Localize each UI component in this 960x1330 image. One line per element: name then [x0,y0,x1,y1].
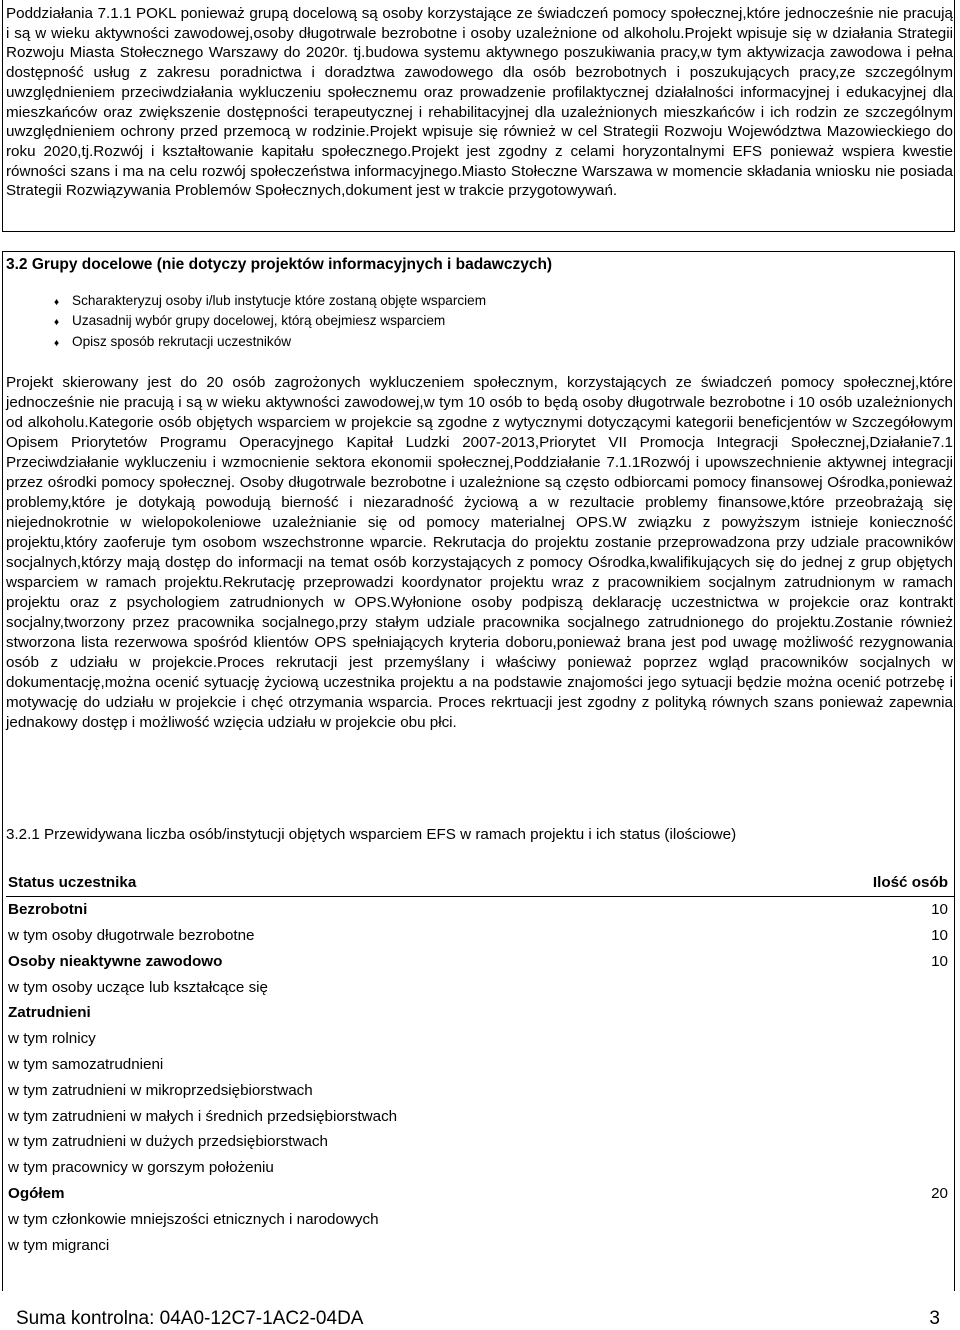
status-label: w tym samozatrudnieni [8,1055,164,1073]
table-row [6,896,954,922]
status-count [846,974,954,1000]
status-label: w tym zatrudnieni w mikroprzedsiębiorstwach [8,1081,313,1099]
page-number: 3 [929,1308,940,1329]
status-count: 10 [931,952,948,970]
table-row [6,1232,954,1258]
status-label: w tym osoby uczące lub kształcące się [8,978,268,996]
table-row [6,1103,954,1129]
status-count [846,1000,954,1026]
status-label: Ogółem [8,1184,65,1202]
table-row [6,948,954,974]
status-label: w tym rolnicy [8,1030,96,1048]
column-header-status: Status uczestnika [6,870,846,896]
status-label: Zatrudnieni [8,1004,91,1022]
section-title-participants: 3.2.1 Przewidywana liczba osób/instytucji objętych wsparciem EFS w ramach projektu i ich status (ilościowe) [6,826,737,843]
strategy-paragraph: Poddziałania 7.1.1 POKL ponieważ grupą docelową są osoby korzystające ze świadczeń pomocy społecznej,które jednocześnie nie pracują i są w wieku aktywności zawodowej,osoby długotrwale bezrobotne i osoby uzależnione od alkoholu.Projekt wpisuje się w działania Strategii Rozwoju Miasta Stołecznego Warszawy do 2020r. tj.budowa systemu aktywnego poszukiwania pracy,w tym aktywizacja zawodowa i pełna dostępność usług z zakresu poradnictwa i doradztwa zawodowego dla osób bezrobotnych i poszukujących pracy,ze szczególnym uwzględnieniem przeciwdziałania wykluczeniu społecznemu oraz prowadzenie profilaktycznej działalności informacyjnej i edukacyjnej dla mieszkańców oraz zwiększenie dostępności terapeutycznej i rehabilitacyjnej dla uzależnionych mieszkańców i ich rodzin ze szczególnym uwzględnieniem ochrony przed przemocą w rodzinie.Projekt wpisuje się również w cel Strategii Rozwoju Województwa Mazowieckiego do roku 2020,tj.Rozwój i kształtowanie kapitału społecznego.Projekt jest zgodny z celami horyzontalnymi EFS ponieważ wspiera kwestie równości szans i ma na celu rozwój społeczeństwa informacyjnego.Miasto Stołeczne Warszawa w momencie składania wniosku nie posiada Strategii Rozwiązywania Problemów Społecznych,dokument jest w trakcie przygotowywań. [6,5,953,200]
status-count [846,1077,954,1103]
table-row [6,1052,954,1078]
status-label: w tym migranci [8,1236,110,1254]
table-row [6,1077,954,1103]
status-label: Bezrobotni [8,901,88,919]
instruction-list [54,292,486,353]
list-item: ♦ Scharakteryzuj osoby i/lub instytucje które zostaną objęte wsparciem [54,292,486,312]
status-label: w tym pracownicy w gorszym położeniu [8,1159,274,1177]
checksum-text: Suma kontrolna: 04A0-12C7-1AC2-04DA [16,1308,364,1329]
table-row [6,1206,954,1232]
status-count: 10 [931,901,948,919]
table-header-row [6,870,954,896]
status-count: 20 [931,1184,948,1202]
diamond-bullet-icon: ♦ [54,337,60,349]
table-body [6,896,954,1258]
list-item: ♦ Uzasadnij wybór grupy docelowej, którą obejmiesz wsparciem [54,312,486,332]
table-row [6,1000,954,1026]
page-footer [16,1308,944,1330]
target-groups-paragraph: Projekt skierowany jest do 20 osób zagrożonych wykluczeniem społecznym, korzystających ze świadczeń pomocy społecznej,które jednocześnie nie pracują i są w wieku aktywności zawodowej,w tym 10 osób to będą osoby długotrwale bezrobotne i 10 osób uzależnionych od alkoholu.Kategorie osób objętych wsparciem w projekcie są zgodne z wytycznymi dotyczącymi kategorii beneficjentów w Szczegółowym Opisem Priorytetów Programu Operacyjnego Kapitał Ludzki 2007-2013,Priorytet VII Promocja Integracji Społecznej,Działanie7.1 Przeciwdziałanie wykluczeniu i wzmocnienie sektora ekonomii społecznej,Poddziałanie 7.1.1Rozwój i upowszechnienie aktywnej integracji przez ośrodki pomocy społecznej. Osoby długotrwale bezrobotne i uzależnione są często odbiorcami pomocy finansowej Ośrodka,ponieważ problemy,które je dotykają powodują bierność i niezaradność życiową a w rezultacie problemy finansowe,które przeobrażają się niejednokrotnie w wielopokoleniowe uzależnianie się od pomocy materialnej OPS.W związku z powyższym istnieje konieczność projektu,który zaoferuje tym osobom wszechstronne wparcie. Rekrutacja do projektu zostanie przeprowadzona przy udziale pracowników socjalnych,którzy mają dostęp do informacji na temat osób korzystających z pomocy Ośrodka,kwalifikujących się do jednej z grup objętych wsparciem w ramach projektu.Rekrutację przeprowadzi koordynator projektu wraz z pracownikiem socjalnym zatrudnionym w ramach projektu oraz z psychologiem zatrudnionych w OPS.Wyłonione osoby podpiszą deklarację uczestnictwa w projekcie oraz kontrakt socjalny,tworzony przez pracownika socjalnego,przy stałym udziale pracownika socjalnego zatrudnionego do projektu.Zostanie również stworzona lista rezerwowa spośród klientów OPS spełniających kryteria doboru,ponieważ brana jest pod uwagę możliwość rezygnowania osób z udziału w projekcie.Proces rekrutacji jest przemyślany i właściwy ponieważ poprzez wgląd pracowników socjalnych w dokumentację,można ocenić sytuację życiową uczestnika projektu a na podstawie znajomości jego sytuacji będzie można ocenić potrzebę i motywację do udziału w projekcie i chęć otrzymania wsparcia. Proces rekrtuacji jest zgodny z polityką równych szans ponieważ zapewnia jednakowy dostęp i możliwość wzięcia udziału w projekcie obu płci. [6,374,953,731]
status-count [846,1052,954,1078]
status-label: Osoby nieaktywne zawodowo [8,952,223,970]
status-label: w tym członkowie mniejszości etnicznych i narodowych [8,1210,379,1228]
participants-status-table [6,870,954,1258]
status-label: w tym zatrudnieni w małych i średnich przedsiębiorstwach [8,1107,398,1125]
status-count [846,1155,954,1181]
table-row [6,1181,954,1207]
section-title-target-groups: 3.2 Grupy docelowe (nie dotyczy projektów informacyjnych i badawczych) [6,256,553,273]
status-count [846,1206,954,1232]
table-row [6,1026,954,1052]
status-count [846,1103,954,1129]
status-label: w tym zatrudnieni w dużych przedsiębiorstwach [8,1133,328,1151]
table-row [6,923,954,949]
status-count [846,1232,954,1258]
column-header-count: Ilość osób [846,870,954,896]
table-row [6,974,954,1000]
status-label: w tym osoby długotrwale bezrobotne [8,926,255,944]
table-row [6,1155,954,1181]
status-count [846,1129,954,1155]
status-count [846,1026,954,1052]
table-row [6,1129,954,1155]
status-count: 10 [931,926,948,944]
diamond-bullet-icon: ♦ [54,297,60,308]
list-item: ♦ Opisz sposób rekrutacji uczestników [54,333,486,353]
diamond-bullet-icon: ♦ [54,317,60,329]
